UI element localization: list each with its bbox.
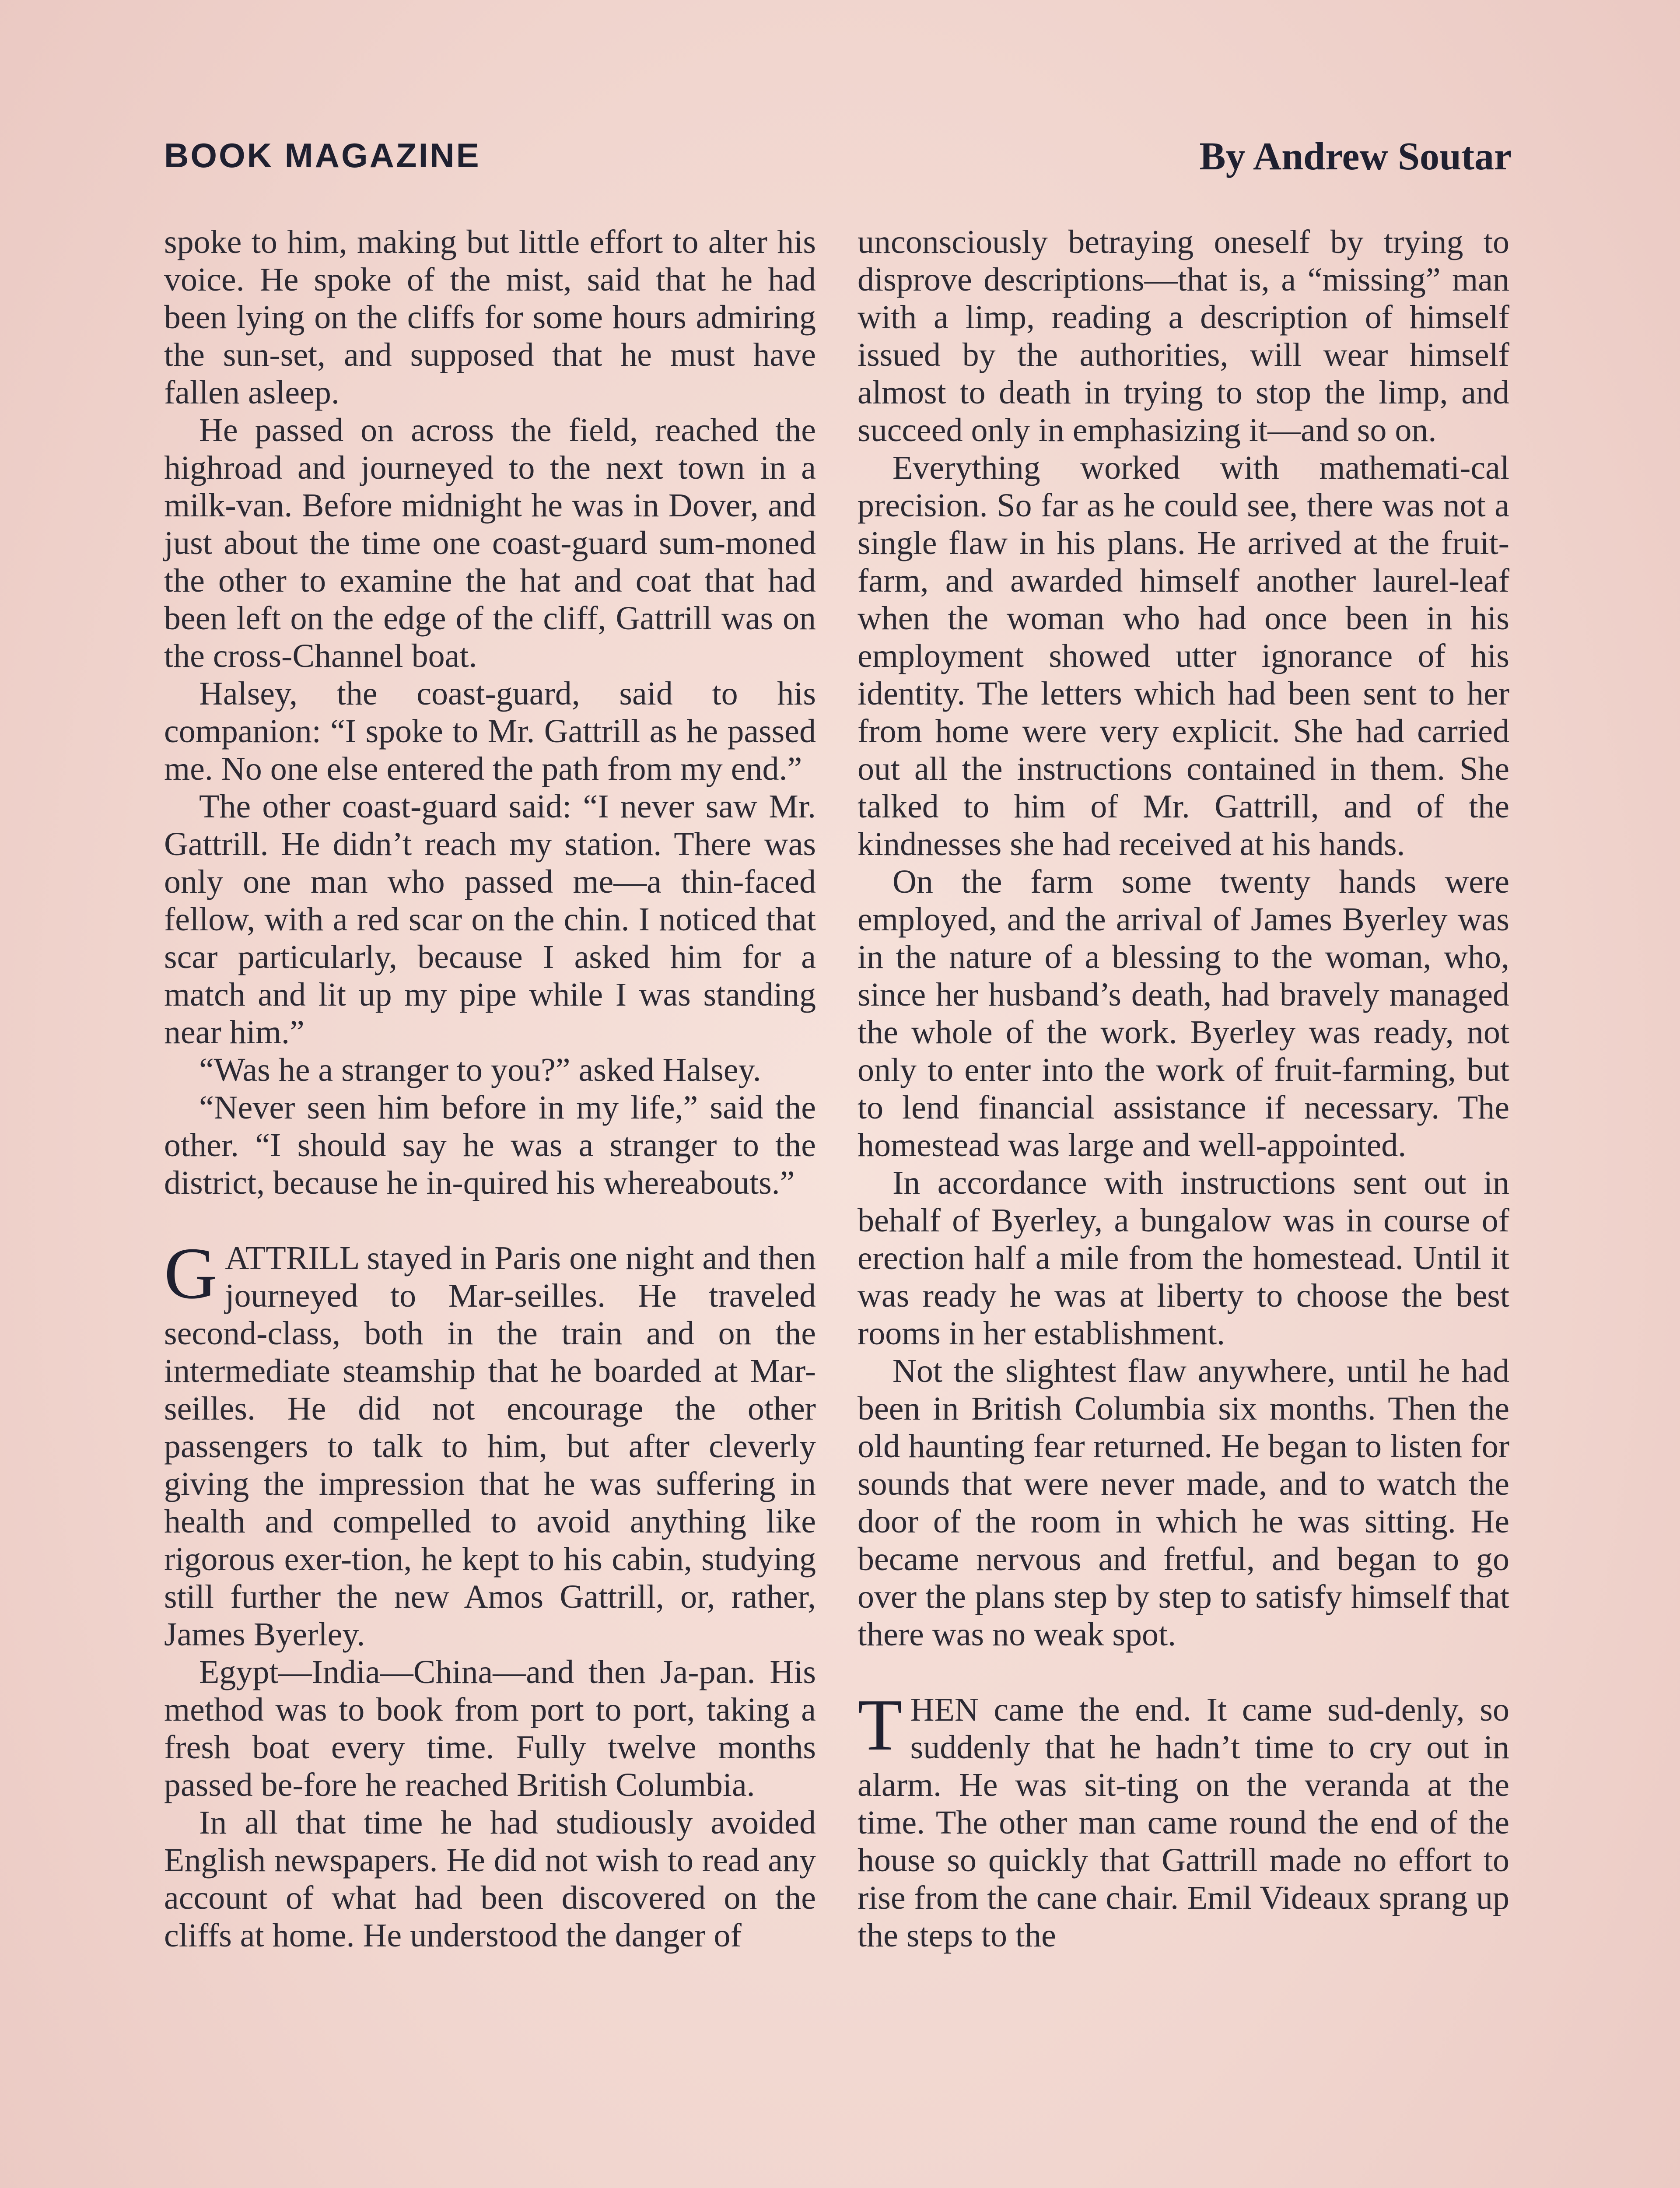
paragraph: “Was he a stranger to you?” asked Halsey. — [199, 1052, 761, 1088]
left-column — [164, 223, 816, 1954]
paragraph: On the farm some twenty hands were employed, and the arrival of James Byerley was in the nature of a blessing to the woman, who, since her husband’s death, had bravely managed the whole of the work. Byerley was ready, not only to enter into the work of fruit-farming, but to lend financial assistance if necessary. The homestead was large and well-appointed. — [858, 863, 1509, 1164]
drop-cap: G — [164, 1233, 217, 1314]
paragraph: The other coast-guard said: “I never saw Mr. Gattrill. He didn’t reach my station. There was only one man who passed me—a thin-faced fellow, with a red scar on the chin. I noticed that scar particularly, because I asked him for a match and lit up my pipe while I was standing near him.” — [164, 788, 816, 1051]
right-column — [858, 223, 1509, 1954]
paragraph: Halsey, the coast-guard, said to his companion: “I spoke to Mr. Gattrill as he passed me. No one else entered the path from my end.” — [164, 675, 816, 787]
paragraph: Everything worked with mathemati-cal precision. So far as he could see, there was not a single flaw in his plans. He arrived at the fruit-farm, and awarded himself another laurel-leaf when the woman who had once been in his employment showed utter ignorance of his identity. The letters which had been sent to her from home were very explicit. She had carried out all the instructions contained in them. She talked to him of Mr. Gattrill, and of the kindnesses she had received at his hands. — [858, 449, 1509, 863]
running-header — [164, 131, 1512, 184]
paragraph-text: HEN came the end. It came sud-denly, so suddenly that he hadn’t time to cry out in alarm. He was sit-ting on the veranda at the time. The other man came round the end of the house so quickly that Gattrill made no effort to rise from the cane chair. Emil Videaux sprang up the steps to the — [858, 1691, 1509, 1954]
magazine-title: BOOK MAGAZINE — [164, 136, 481, 175]
paragraph: In accordance with instructions sent out in behalf of Byerley, a bungalow was in course of erection half a mile from the homestead. Until it was ready he was at liberty to choose the best rooms in her establishment. — [858, 1164, 1509, 1352]
paragraph: “Never seen him before in my life,” said the other. “I should say he was a stranger to the district, because he in-quired his whereabouts.” — [164, 1089, 816, 1201]
paragraph: Egypt—India—China—and then Ja-pan. His method was to book from port to port, taking a fresh boat every time. Fully twelve months passed be-fore he reached British Columbia. — [164, 1654, 816, 1803]
paragraph: In all that time he had studiously avoided English newspapers. He did not wish to read any account of what had been discovered on the cliffs at home. He understood the danger of — [164, 1804, 816, 1954]
section-opening-paragraph — [858, 1684, 1509, 1954]
paragraph: Not the slightest flaw anywhere, until he had been in British Columbia six months. Then the old haunting fear returned. He began to listen for sounds that were never made, and to watch the door of the room in which he was sitting. He became nervous and fretful, and began to go over the plans step by step to satisfy himself that there was no weak spot. — [858, 1353, 1509, 1653]
paragraph: spoke to him, making but little effort to alter his voice. He spoke of the mist, said that he had been lying on the cliffs for some hours admiring the sun-set, and supposed that he must have fallen asleep. — [164, 224, 816, 411]
paragraph: He passed on across the field, reached the highroad and journeyed to the next town in a milk-van. Before midnight he was in Dover, and just about the time one coast-guard sum-moned the other to examine the hat and coat that had been left on the edge of the cliff, Gattrill was on the cross-Channel boat. — [164, 412, 816, 674]
paragraph: unconsciously betraying oneself by trying to disprove descriptions—that is, a “missing” man with a limp, reading a description of himself issued by the authorities, will wear himself almost to death in trying to stop the limp, and succeed only in emphasizing it—and so on. — [858, 224, 1509, 449]
author-byline: By Andrew Soutar — [1199, 135, 1512, 178]
section-opening-paragraph — [164, 1233, 816, 1653]
paragraph-text: ATTRILL stayed in Paris one night and then journeyed to Mar-seilles. He traveled second-class, both in the train and on the intermediate steamship that he boarded at Mar-seilles. He did not encourage the other passengers to talk to him, but after cleverly giving the impression that he was suffering in health and compelled to avoid anything like rigorous exer-tion, he kept to his cabin, studying still further the new Amos Gattrill, or, rather, James Byerley. — [164, 1240, 816, 1653]
drop-cap: T — [858, 1684, 903, 1766]
